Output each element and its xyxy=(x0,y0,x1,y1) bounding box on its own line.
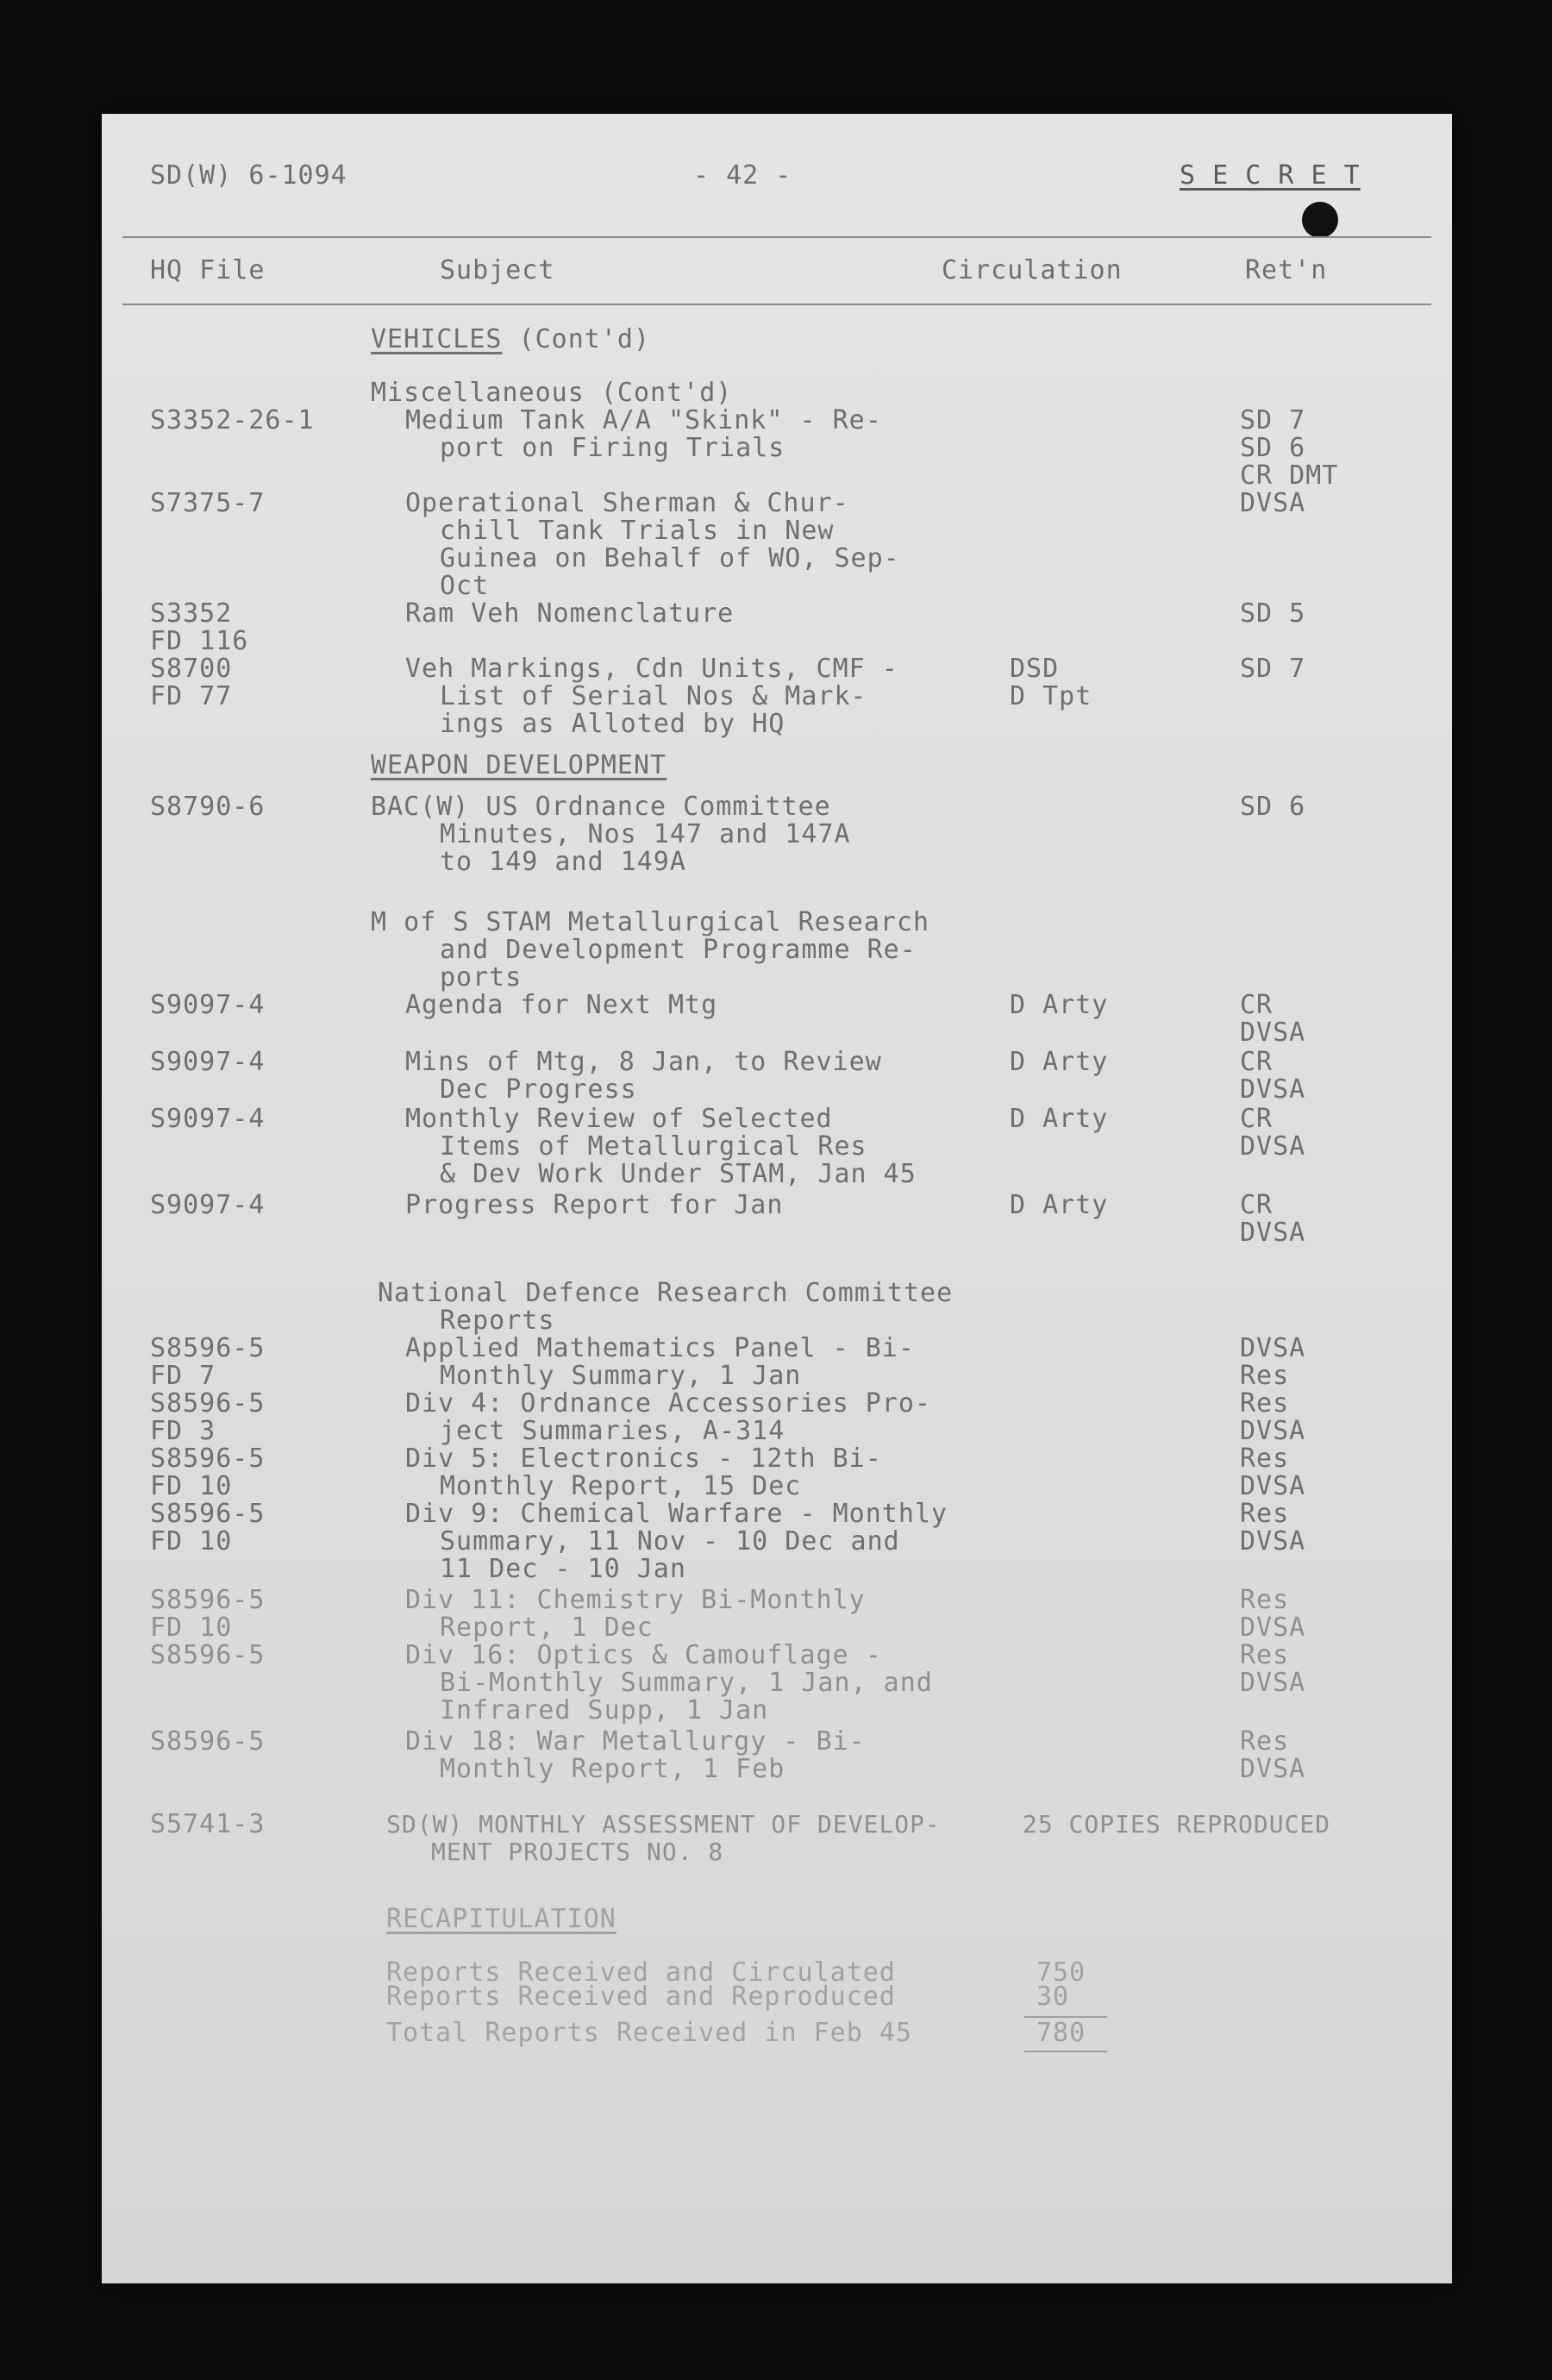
entry-circulation-line: D Arty xyxy=(1010,1104,1109,1134)
entry-file-line: S3352-26-1 xyxy=(150,405,315,435)
entry-file-line: FD 10 xyxy=(150,1526,233,1556)
entry-retn-line: DVSA xyxy=(1240,1131,1306,1162)
entry-subject-line: Monthly Summary, 1 Jan xyxy=(440,1361,802,1391)
entry-subject-line: Medium Tank A/A "Skink" - Re- xyxy=(405,405,882,435)
entry-retn-line: DVSA xyxy=(1240,1416,1306,1446)
entry-subject-line: ject Summaries, A-314 xyxy=(440,1416,785,1446)
recap-total-value: 780 xyxy=(1036,2018,1086,2048)
entry-file-line: S8596-5 xyxy=(150,1499,266,1529)
recap-value: 30 xyxy=(1036,1982,1070,2012)
entry-retn-line: SD 7 xyxy=(1240,654,1306,684)
section-heading-vehicles-label: VEHICLES xyxy=(371,324,503,354)
entry-file-line: S8700 xyxy=(150,654,233,684)
entry-file-line: S8596-5 xyxy=(150,1726,266,1757)
entry-subject-line: Applied Mathematics Panel - Bi- xyxy=(405,1333,915,1363)
punch-hole-mark xyxy=(1302,202,1338,238)
entry-retn-line: SD 6 xyxy=(1240,433,1306,463)
entry-file-line: FD 116 xyxy=(150,626,249,656)
entry-file-line: S8596-5 xyxy=(150,1388,266,1419)
entry-retn-line: Res xyxy=(1240,1499,1290,1529)
column-header-circulation: Circulation xyxy=(942,255,1123,285)
entry-subject-line: Guinea on Behalf of WO, Sep- xyxy=(440,543,900,573)
entry-subject-line: Oct xyxy=(440,571,490,601)
entry-file-line: S8596-5 xyxy=(150,1333,266,1363)
entry-subject-line: Div 4: Ordnance Accessories Pro- xyxy=(405,1388,931,1419)
column-header-subject: Subject xyxy=(440,255,555,285)
document-page xyxy=(102,114,1452,2283)
recap-line: Total Reports Received in Feb 45 xyxy=(386,2018,912,2048)
entry-circulation-line: D Arty xyxy=(1010,1047,1109,1077)
entry-subject-line: Agenda for Next Mtg xyxy=(405,990,718,1020)
entry-subject-line: & Dev Work Under STAM, Jan 45 xyxy=(440,1159,917,1189)
entry-subject-line: Items of Metallurgical Res xyxy=(440,1131,867,1162)
entry-retn-line: Res xyxy=(1240,1444,1290,1474)
entry-retn-line: DVSA xyxy=(1240,1218,1306,1248)
entry-retn-line: DVSA xyxy=(1240,1668,1306,1698)
recap-line: Reports Received and Circulated xyxy=(386,1957,896,1988)
entry-file-line: FD 3 xyxy=(150,1416,216,1446)
entry-subject-line: Mins of Mtg, 8 Jan, to Review xyxy=(405,1047,882,1077)
entry-subject-line: List of Serial Nos & Mark- xyxy=(440,681,867,711)
entry-retn-line: Res xyxy=(1240,1726,1290,1757)
header-rule-top xyxy=(122,236,1431,238)
entry-retn-line: SD 7 xyxy=(1240,405,1306,435)
entry-subject-line: Div 18: War Metallurgy - Bi- xyxy=(405,1726,866,1757)
entry-subject-line: Infrared Supp, 1 Jan xyxy=(440,1695,769,1726)
entry-subject-line: Div 16: Optics & Camouflage - xyxy=(405,1640,882,1670)
section-heading-vehicles-cont: (Cont'd) xyxy=(502,324,651,354)
section-heading-weapon-development: WEAPON DEVELOPMENT xyxy=(371,750,667,780)
recap-heading: RECAPITULATION xyxy=(386,1904,616,1934)
entry-retn-line: SD 6 xyxy=(1240,792,1306,822)
recap-value: 750 xyxy=(1036,1957,1086,1988)
entry-subject-line: Monthly Report, 1 Feb xyxy=(440,1754,785,1784)
entry-subject-line: Div 9: Chemical Warfare - Monthly xyxy=(405,1499,948,1529)
entry-subject-line: MENT PROJECTS NO. 8 xyxy=(431,1838,724,1866)
entry-subject-line: ings as Alloted by HQ xyxy=(440,709,785,739)
entry-retn-line: CR xyxy=(1240,1190,1274,1220)
page-number: - 42 - xyxy=(693,160,792,191)
entry-subject-line: Div 5: Electronics - 12th Bi- xyxy=(405,1444,882,1474)
entry-file-line: S9097-4 xyxy=(150,1190,266,1220)
entry-retn-line: DVSA xyxy=(1240,1333,1306,1363)
entry-file-line: S9097-4 xyxy=(150,1047,266,1077)
document-reference: SD(W) 6-1094 xyxy=(150,160,347,191)
group-heading-line: Reports xyxy=(440,1306,555,1336)
entry-file-line: FD 10 xyxy=(150,1471,233,1501)
recap-line: Reports Received and Reproduced xyxy=(386,1982,896,2012)
entry-circulation-line: 25 COPIES REPRODUCED xyxy=(1023,1810,1331,1838)
entry-file-line: S9097-4 xyxy=(150,990,266,1020)
entry-subject-line: Ram Veh Nomenclature xyxy=(405,598,735,629)
entry-subject-line: Monthly Report, 15 Dec xyxy=(440,1471,802,1501)
entry-file-line: S8596-5 xyxy=(150,1640,266,1670)
entry-subject-line: to 149 and 149A xyxy=(440,847,686,877)
group-heading-line: National Defence Research Committee xyxy=(378,1278,954,1308)
entry-subject-line: Monthly Review of Selected xyxy=(405,1104,833,1134)
entry-subject-line: Report, 1 Dec xyxy=(440,1613,654,1643)
entry-retn-line: CR xyxy=(1240,1104,1274,1134)
entry-subject-line: BAC(W) US Ordnance Committee xyxy=(371,792,831,822)
column-header-retn: Ret'n xyxy=(1245,255,1328,285)
subsection-heading-misc: Miscellaneous (Cont'd) xyxy=(371,378,733,408)
entry-subject-line: Summary, 11 Nov - 10 Dec and xyxy=(440,1526,900,1556)
group-heading-line: ports xyxy=(440,962,523,993)
entry-retn-line: Res xyxy=(1240,1640,1290,1670)
entry-retn-line: DVSA xyxy=(1240,1074,1306,1105)
entry-subject-line: SD(W) MONTHLY ASSESSMENT OF DEVELOP- xyxy=(386,1810,941,1838)
entry-retn-line: SD 5 xyxy=(1240,598,1306,629)
entry-retn-line: CR xyxy=(1240,1047,1274,1077)
entry-retn-line: Res xyxy=(1240,1388,1290,1419)
group-heading-line: M of S STAM Metallurgical Research xyxy=(371,907,930,937)
entry-subject-line: port on Firing Trials xyxy=(440,433,785,463)
entry-file-line: FD 10 xyxy=(150,1613,233,1643)
entry-subject-line: 11 Dec - 10 Jan xyxy=(440,1554,686,1584)
entry-file-line: FD 77 xyxy=(150,681,233,711)
entry-circulation-line: D Arty xyxy=(1010,1190,1109,1220)
entry-file-line: S9097-4 xyxy=(150,1104,266,1134)
entry-subject-line: Dec Progress xyxy=(440,1074,637,1105)
entry-circulation-line: D Arty xyxy=(1010,990,1109,1020)
entry-retn-line: DVSA xyxy=(1240,1471,1306,1501)
entry-file-line: S5741-3 xyxy=(150,1809,266,1839)
entry-file-line: S8790-6 xyxy=(150,792,266,822)
group-heading-line: and Development Programme Re- xyxy=(440,935,917,965)
entry-retn-line: DVSA xyxy=(1240,1526,1306,1556)
entry-file-line: S7375-7 xyxy=(150,488,266,518)
entry-subject-line: Minutes, Nos 147 and 147A xyxy=(440,819,851,849)
recap-total-rule-bottom xyxy=(1024,2051,1107,2052)
entry-subject-line: Progress Report for Jan xyxy=(405,1190,784,1220)
entry-circulation-line: DSD xyxy=(1010,654,1060,684)
section-heading-vehicles xyxy=(371,326,650,354)
entry-file-line: S8596-5 xyxy=(150,1585,266,1615)
entry-subject-line: Bi-Monthly Summary, 1 Jan, and xyxy=(440,1668,933,1698)
entry-retn-line: DVSA xyxy=(1240,488,1306,518)
entry-retn-line: Res xyxy=(1240,1585,1290,1615)
entry-subject-line: Div 11: Chemistry Bi-Monthly xyxy=(405,1585,866,1615)
header-rule-bottom xyxy=(122,304,1431,305)
entry-file-line: S3352 xyxy=(150,598,233,629)
classification-marking: S E C R E T xyxy=(1180,160,1361,191)
entry-circulation-line: D Tpt xyxy=(1010,681,1092,711)
entry-retn-line: DVSA xyxy=(1240,1613,1306,1643)
entry-retn-line: Res xyxy=(1240,1361,1290,1391)
entry-retn-line: CR DMT xyxy=(1240,460,1339,491)
entry-subject-line: chill Tank Trials in New xyxy=(440,516,835,546)
entry-retn-line: DVSA xyxy=(1240,1754,1306,1784)
entry-subject-line: Veh Markings, Cdn Units, CMF - xyxy=(405,654,898,684)
entry-subject-line: Operational Sherman & Chur- xyxy=(405,488,849,518)
column-header-file: HQ File xyxy=(150,255,266,285)
entry-retn-line: DVSA xyxy=(1240,1018,1306,1048)
entry-file-line: S8596-5 xyxy=(150,1444,266,1474)
entry-file-line: FD 7 xyxy=(150,1361,216,1391)
entry-retn-line: CR xyxy=(1240,990,1274,1020)
